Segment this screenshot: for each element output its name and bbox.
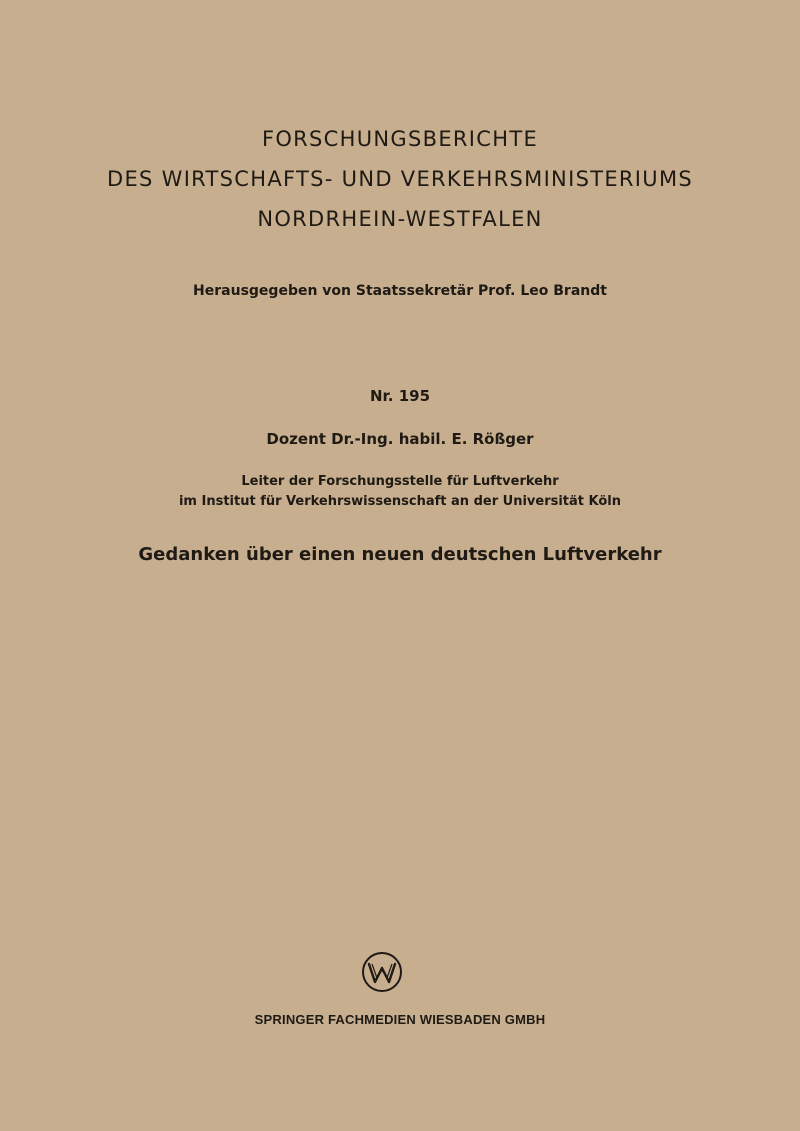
author-affiliation-line-2: im Institut für Verkehrswissenschaft an der Universität Köln bbox=[178, 494, 622, 509]
series-title-line-3: NORDRHEIN-WESTFALEN bbox=[257, 207, 543, 231]
series-title-line-2: DES WIRTSCHAFTS- UND VERKEHRSMINISTERIUMS bbox=[106, 167, 693, 191]
author-affiliation-line-1: Leiter der Forschungsstelle für Luftverkehr bbox=[241, 474, 559, 489]
springer-vieweg-monogram-icon bbox=[361, 951, 403, 993]
publisher-name: SPRINGER FACHMEDIEN WIESBADEN GMBH bbox=[254, 1012, 546, 1027]
author-name: Dozent Dr.-Ing. habil. E. Rößger bbox=[266, 430, 534, 448]
series-title-line-1: FORSCHUNGSBERICHTE bbox=[261, 127, 539, 151]
series-editor: Herausgegeben von Staatssekretär Prof. Leo Brandt bbox=[193, 283, 607, 299]
book-title: Gedanken über einen neuen deutschen Luftverkehr bbox=[138, 544, 662, 565]
volume-number: Nr. 195 bbox=[369, 387, 431, 405]
